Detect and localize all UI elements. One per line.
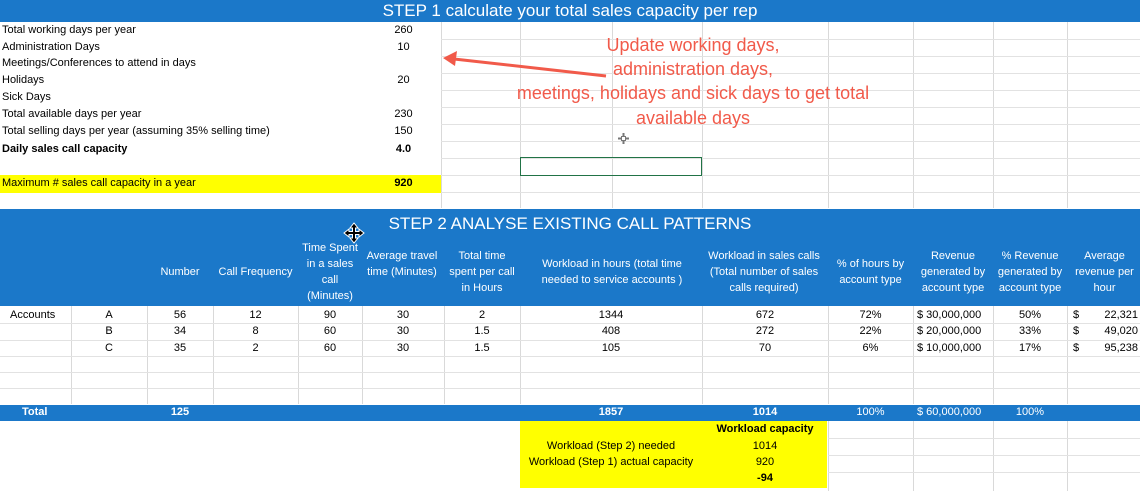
step1-label[interactable]: Administration Days <box>2 41 100 53</box>
table-cell[interactable]: 50% <box>1018 309 1042 321</box>
table-cell[interactable]: 6% <box>862 342 879 354</box>
table-cell[interactable]: 672 <box>755 309 775 321</box>
table-cell[interactable]: 22,321 <box>1104 309 1138 321</box>
table-cell[interactable]: 30 <box>396 325 410 337</box>
table-cell[interactable]: 72% <box>859 309 882 321</box>
capacity-title[interactable]: Workload capacity <box>716 423 814 435</box>
total-calls[interactable]: 1014 <box>752 406 778 418</box>
table-cell[interactable]: 1.5 <box>474 342 490 354</box>
capacity-actual-value[interactable]: 920 <box>755 456 775 468</box>
annotation-arrow <box>440 50 610 80</box>
step1-value[interactable]: 150 <box>394 125 413 137</box>
step1-value[interactable] <box>366 55 441 72</box>
table-cell[interactable]: 2 <box>478 309 486 321</box>
header-pct-hours[interactable]: % of hours by account type <box>836 258 905 286</box>
step1-label[interactable]: Total selling days per year (assuming 35% selling time) <box>2 125 270 137</box>
header-avg-revenue[interactable]: Average revenue per hour <box>1075 250 1134 294</box>
selected-cell[interactable] <box>520 157 702 176</box>
capacity-needed-value[interactable]: 1014 <box>752 440 778 452</box>
table-cell[interactable]: 35 <box>173 342 187 354</box>
table-cell[interactable]: 95,238 <box>1104 342 1138 354</box>
table-cell[interactable]: 33% <box>1018 325 1042 337</box>
capacity-diff-value[interactable]: -94 <box>757 472 773 484</box>
step1-label[interactable]: Holidays <box>2 74 45 86</box>
total-label[interactable]: Total <box>22 406 48 418</box>
step1-label[interactable]: Daily sales call capacity <box>2 143 128 155</box>
table-cell[interactable]: 30 <box>396 342 410 354</box>
table-cell[interactable]: $ 10,000,000 <box>917 342 982 354</box>
header-number[interactable]: Number <box>160 266 200 278</box>
table-cell[interactable]: 56 <box>173 309 187 321</box>
step1-value[interactable]: 20 <box>397 74 410 86</box>
table-cell[interactable]: 60 <box>323 342 337 354</box>
header-revenue[interactable]: Revenue generated by account type <box>920 250 986 294</box>
accounts-label[interactable]: Accounts <box>10 309 56 321</box>
total-pct-hours[interactable]: 100% <box>856 406 885 418</box>
crosshair-cursor-icon <box>618 133 629 144</box>
total-pct-revenue[interactable]: 100% <box>1015 406 1045 418</box>
total-number[interactable]: 125 <box>170 406 190 418</box>
header-call-frequency[interactable]: Call Frequency <box>218 266 293 278</box>
table-cell[interactable]: 12 <box>249 309 262 321</box>
table-cell[interactable]: 70 <box>758 342 772 354</box>
table-cell[interactable]: A <box>105 309 113 321</box>
step1-value[interactable]: 230 <box>394 108 413 120</box>
table-cell[interactable]: $ <box>1073 342 1080 354</box>
header-pct-revenue[interactable]: % Revenue generated by account type <box>997 250 1063 294</box>
capacity-actual-label[interactable]: Workload (Step 1) actual capacity <box>528 456 694 468</box>
capacity-needed-label[interactable]: Workload (Step 2) needed <box>546 440 676 452</box>
header-travel-time[interactable]: Average travel time (Minutes) <box>366 250 438 278</box>
table-cell[interactable]: 90 <box>323 309 337 321</box>
step1-value[interactable] <box>366 89 441 106</box>
header-workload-calls[interactable]: Workload in sales calls (Total number of sales calls required) <box>708 250 820 294</box>
header-time-spent[interactable]: Time Spent in a sales call (Minutes) <box>302 242 358 302</box>
max-capacity-value[interactable]: 920 <box>394 177 413 189</box>
step1-title: STEP 1 calculate your total sales capacity per rep <box>382 1 758 20</box>
table-cell[interactable]: $ 30,000,000 <box>917 309 982 321</box>
table-cell[interactable]: 49,020 <box>1104 325 1138 337</box>
table-cell[interactable]: $ <box>1073 309 1080 321</box>
step1-label[interactable]: Sick Days <box>2 91 51 103</box>
step1-label[interactable]: Meetings/Conferences to attend in days <box>2 57 196 69</box>
table-cell[interactable]: 272 <box>755 325 775 337</box>
header-workload-hours[interactable]: Workload in hours (total time needed to service accounts ) <box>541 258 683 286</box>
step1-value[interactable]: 260 <box>394 24 413 36</box>
total-hours[interactable]: 1857 <box>598 406 624 418</box>
table-cell[interactable]: 408 <box>601 325 621 337</box>
step1-value[interactable]: 4.0 <box>395 143 412 155</box>
table-cell[interactable]: C <box>105 342 113 354</box>
table-cell[interactable]: 22% <box>859 325 882 337</box>
step1-value[interactable]: 10 <box>397 41 410 53</box>
table-cell[interactable]: 105 <box>601 342 621 354</box>
table-cell[interactable]: B <box>105 325 113 337</box>
note-line: Update working days, <box>606 35 780 55</box>
note-line: administration days, <box>612 59 774 79</box>
note-line: meetings, holidays and sick days to get total <box>516 83 870 103</box>
table-cell[interactable]: 1344 <box>598 309 624 321</box>
table-cell[interactable]: 17% <box>1018 342 1042 354</box>
table-cell[interactable]: 2 <box>252 342 259 354</box>
table-cell[interactable]: $ <box>1073 325 1080 337</box>
table-cell[interactable]: 30 <box>396 309 410 321</box>
table-cell[interactable]: 1.5 <box>474 325 490 337</box>
header-total-time[interactable]: Total time spent per call in Hours <box>449 250 515 294</box>
table-cell[interactable]: 8 <box>252 325 259 337</box>
table-cell[interactable]: 60 <box>323 325 337 337</box>
note-line: available days <box>635 108 751 128</box>
step1-label[interactable]: Total working days per year <box>2 24 136 36</box>
table-cell[interactable]: 34 <box>173 325 187 337</box>
total-revenue[interactable]: $ 60,000,000 <box>917 406 982 418</box>
step2-title: STEP 2 ANALYSE EXISTING CALL PATTERNS <box>388 214 752 233</box>
table-cell[interactable]: $ 20,000,000 <box>917 325 982 337</box>
max-capacity-label[interactable]: Maximum # sales call capacity in a year <box>2 177 196 189</box>
step1-label[interactable]: Total available days per year <box>2 108 142 120</box>
